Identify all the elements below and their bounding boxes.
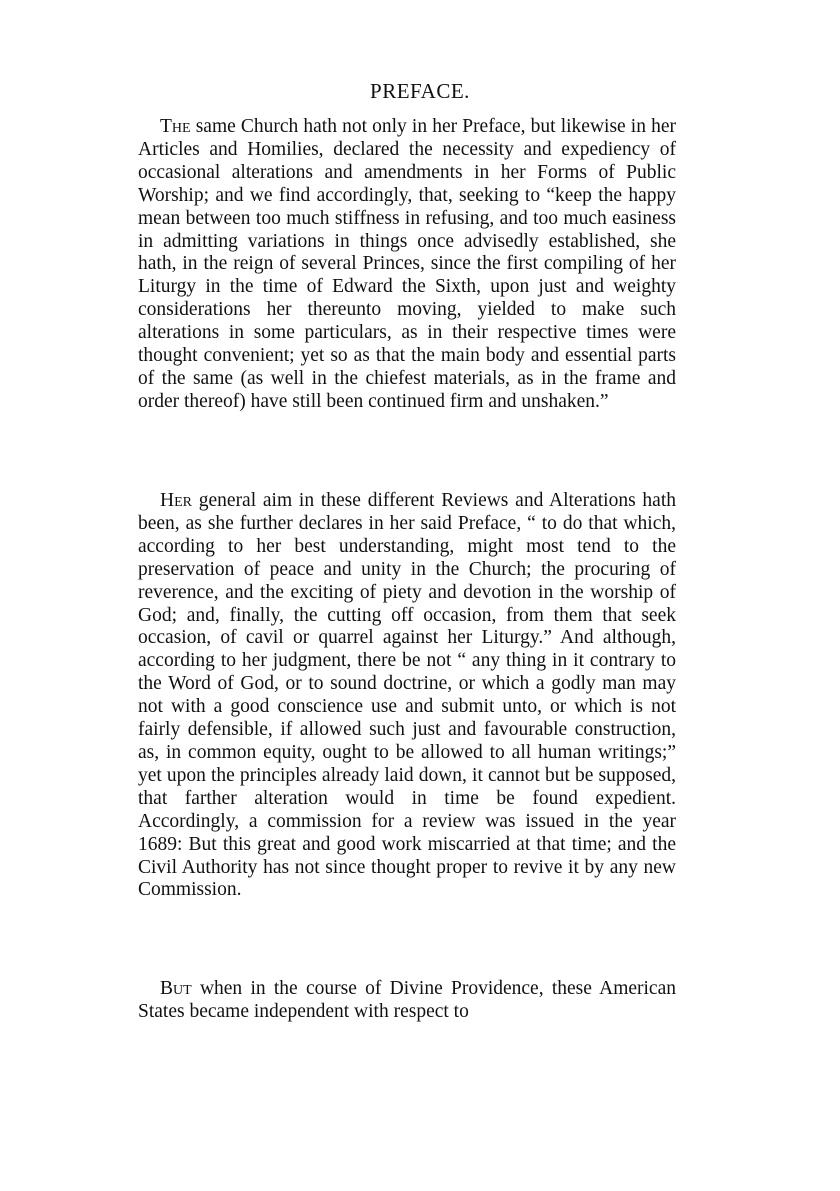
paragraph-2-lead-word: Her	[160, 490, 192, 511]
paragraph-2	[138, 490, 676, 902]
paragraph-2-text: general aim in these different Reviews and Alterations hath been, as she further declares in her said Preface, “ to do that which, according to her best understanding, might most tend to the preservation of peace and unity in the Church; the procuring of reverence, and the exciting of piety and devotion in the worship of God; and, finally, the cutting off occasion, from them that seek occasion, of cavil or quarrel against her Liturgy.” And although, according to her judgment, there be not “ any thing in it contrary to the Word of God, or to sound doctrine, or which a godly man may not with a good conscience use and submit unto, or which is not fairly defensible, if allowed such just and favourable construction, as, in common equity, ought to be allowed to all human writings;” yet upon the principles already laid down, it cannot but be supposed, that farther alteration would in time be found expedient. Accordingly, a commission for a review was issued in the year 1689: But this great and good work miscarried at that time; and the Civil Authority has not since thought proper to revive it by any new Commission.	[138, 490, 676, 901]
paragraph-3	[138, 978, 676, 1024]
paragraph-3-lead-word: But	[160, 978, 192, 999]
paragraph-1-lead-word: The	[160, 116, 191, 137]
paragraph-1	[138, 116, 676, 414]
paragraph-3-text: when in the course of Divine Providence, these American States became independent with respect to	[138, 978, 676, 1022]
page-heading: PREFACE.	[370, 79, 470, 103]
paragraph-1-text: same Church hath not only in her Preface, but likewise in her Articles and Homilies, declared the necessity and expediency of occasional alterations and amendments in her Forms of Public Worship; and we find accordingly, that, seeking to “keep the happy mean between too much stiffness in refusing, and too much easiness in admitting variations in things once advisedly established, she hath, in the reign of several Princes, since the first compiling of her Liturgy in the time of Edward the Sixth, upon just and weighty considerations her thereunto moving, yielded to make such alterations in some particulars, as in their respective times were thought convenient; yet so as that the main body and essential parts of the same (as well in the chiefest materials, as in the frame and order thereof) have still been continued firm and unshaken.”	[138, 116, 676, 412]
